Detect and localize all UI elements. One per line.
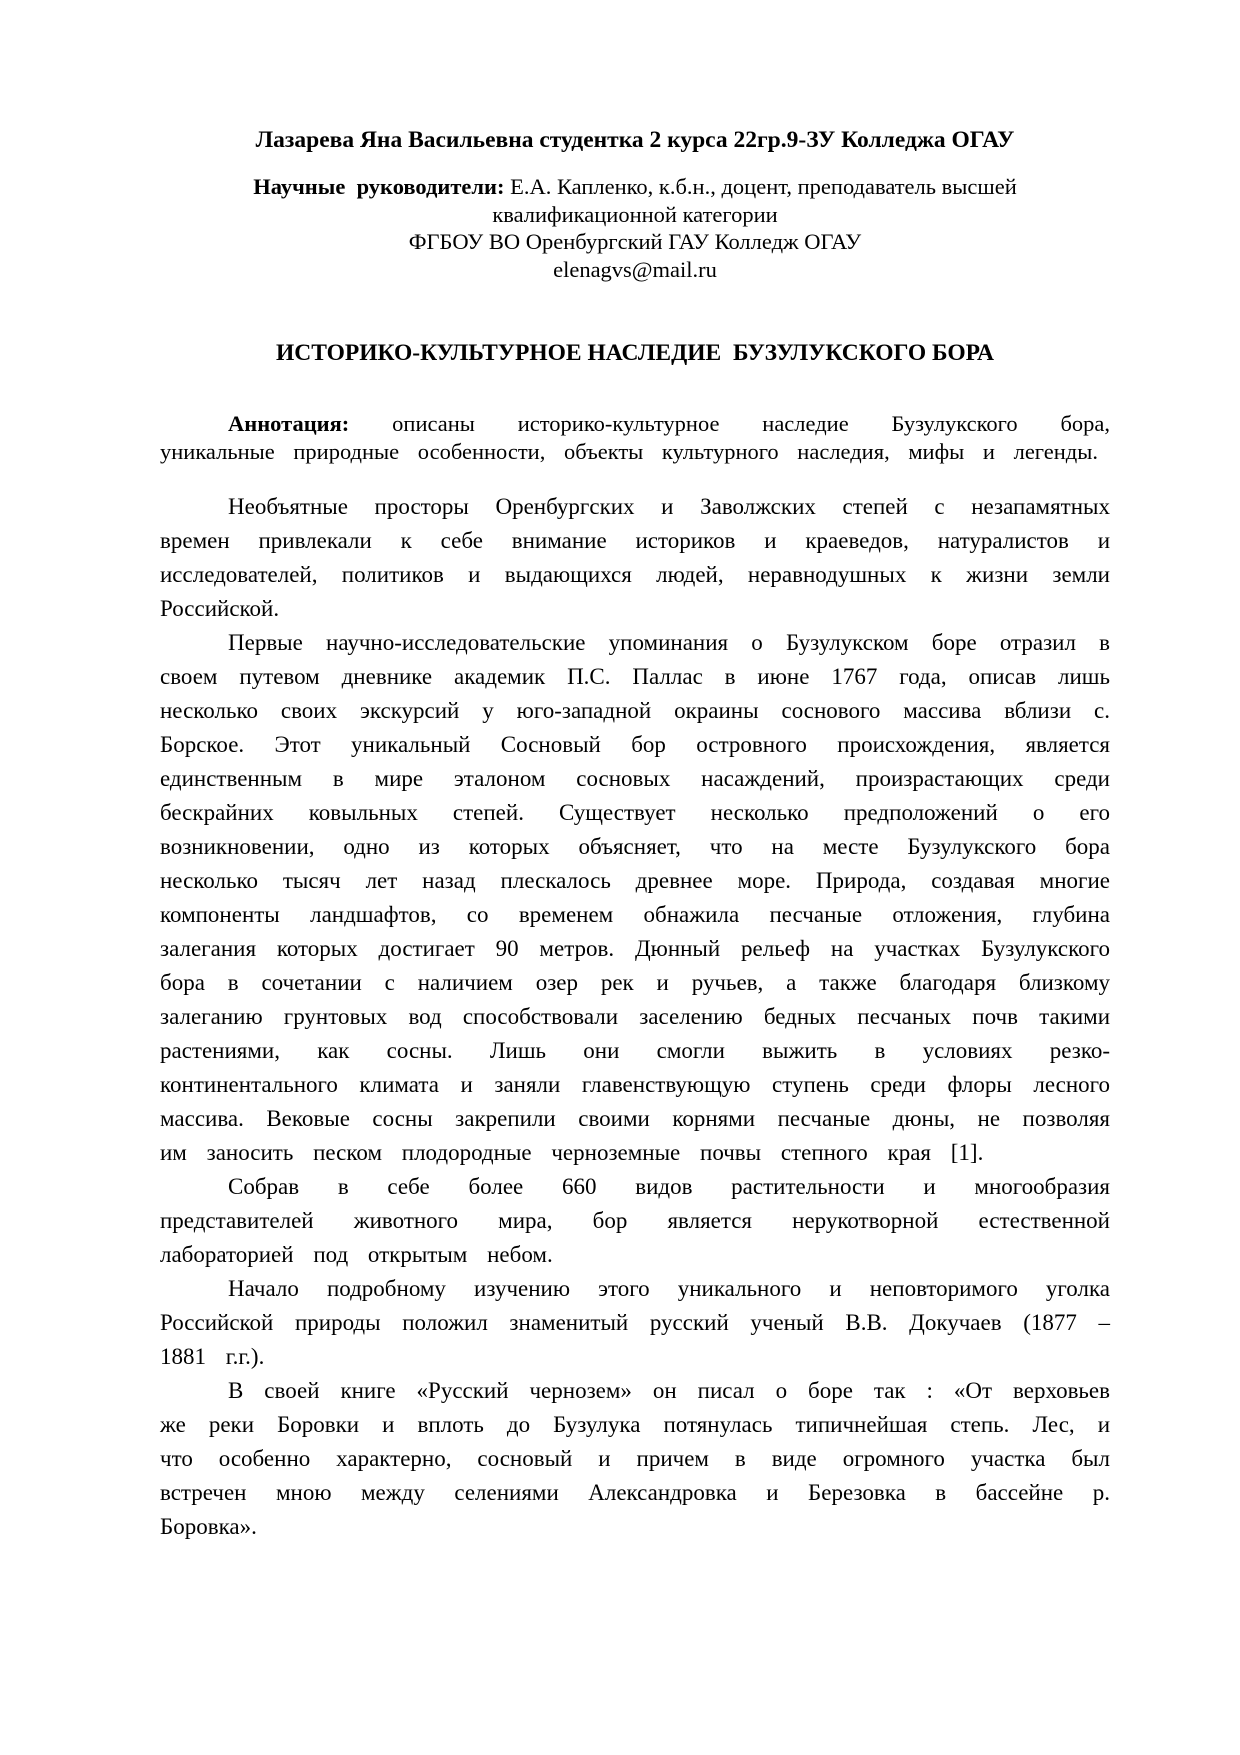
supervisors-line2: квалификационной категории (492, 201, 778, 227)
email-line: elenagvs@mail.ru (553, 256, 717, 282)
supervisors-line (160, 173, 1110, 201)
supervisors-label: Научные руководители: (253, 174, 505, 199)
abstract-label: Аннотация: (228, 411, 350, 436)
body-paragraph: Первые научно-исследовательские упоминания о Бузулукском боре отразил в своем путевом дневнике академик П.С. Паллас в июне 1767 года, описав лишь несколько своих экскурсий у юго-западной окраины соснового массива вблизи с. Борское. Этот уникальный Сосновый бор островного происхождения, является единственным в мире эталоном сосновых насаждений, произрастающих среди бескрайних ковыльных степей. Существует несколько предположений о его возникновении, одно из которых объясняет, что на месте Бузулукского бора несколько тысяч лет назад плескалось древнее море. Природа, создавая многие компоненты ландшафтов, со временем обнажила песчаные отложения, глубина залегания которых достигает 90 метров. Дюнный рельеф на участках Бузулукского бора в сочетании с наличием озер рек и ручьев, а также благодаря близкому залеганию грунтовых вод способствовали заселению бедных песчаных почв такими растениями, как сосны. Лишь они смогли выжить в условиях резко-континентального климата и заняли главенствующую ступень среди флоры лесного массива. Вековые сосны закрепили своими корнями песчаные дюны, не позволяя им заносить песком плодородные черноземные почвы степного края [1]. (160, 630, 1110, 1165)
body-paragraph: Необъятные просторы Оренбургских и Заволжских степей с незапамятных времен привлекали к себе внимание историков и краеведов, натуралистов и исследователей, политиков и выдающихся людей, неравнодушных к жизни земли Российской. (160, 494, 1110, 621)
body-paragraph: Начало подробному изучению этого уникального и неповторимого уголка Российской природы положил знаменитый русский ученый В.В. Докучаев (1877 – 1881 г.г.). (160, 1276, 1110, 1369)
author-line: Лазарева Яна Васильевна студентка 2 курса 22гр.9-ЗУ Колледжа ОГАУ (255, 127, 1015, 153)
supervisors-names: Е.А. Капленко, к.б.н., доцент, преподаватель высшей (504, 174, 1017, 199)
body-paragraph: В своей книге «Русский чернозем» он писал о боре так : «От верховьев же реки Боровки и вплоть до Бузулука потянулась типичнейшая степь. Лес, и что особенно характерно, сосновый и причем в виде огромного участка был встречен мною между селениями Александровка и Березовка в бассейне р. Боровка». (160, 1378, 1110, 1539)
abstract-text: описаны историко-культурное наследие Бузулукского бора, уникальные природные особенности, объекты культурного наследия, мифы и легенды. (160, 411, 1110, 464)
affiliation-line: ФГБОУ ВО Оренбургский ГАУ Колледж ОГАУ (408, 229, 862, 254)
article-body (160, 490, 1110, 1544)
body-paragraph: Собрав в себе более 660 видов растительности и многообразия представителей животного мира, бор является нерукотворной естественной лабораторией под открытым небом. (160, 1174, 1110, 1267)
credits-block (160, 173, 1110, 283)
paper-title: ИСТОРИКО-КУЛЬТУРНОЕ НАСЛЕДИЕ БУЗУЛУКСКОГО БОРА (275, 340, 994, 366)
abstract-paragraph (160, 410, 1110, 466)
